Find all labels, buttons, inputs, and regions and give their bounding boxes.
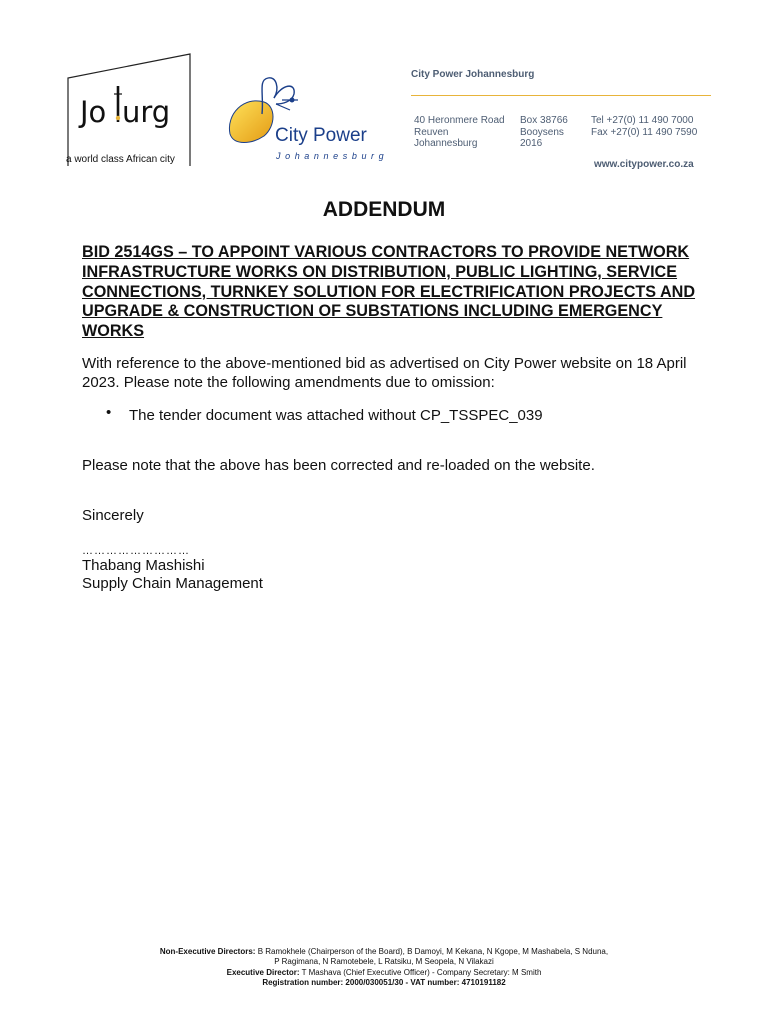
- header-divider: [411, 95, 711, 96]
- footer-ned-line2: P Ragimana, N Ramotebele, L Ratsiku, M Seopela, N Vilakazi: [274, 957, 494, 967]
- bullet-icon: •: [106, 404, 112, 421]
- footer: [0, 947, 768, 989]
- svg-text:urg: urg: [122, 95, 171, 129]
- organization-name: City Power Johannesburg: [411, 69, 535, 80]
- footer-ned-label: Non-Executive Directors:: [159, 947, 256, 956]
- footer-registration: Registration number: 2000/030051/30 - VAT number: 4710191182: [262, 978, 506, 988]
- footer-ned-line1: B Ramokhele (Chairperson of the Board), B Damoyi, M Kekana, N Kgope, M Mashabela, S Nduna,: [257, 947, 609, 956]
- joburg-logo: [66, 52, 192, 168]
- footer-exec-text: T Mashava (Chief Executive Officer) - Company Secretary: M Smith: [301, 967, 542, 977]
- signatory-department: Supply Chain Management: [82, 575, 263, 592]
- document-title: ADDENDUM: [322, 198, 446, 221]
- postal-line: Box 38766: [520, 115, 568, 126]
- address-line: 40 Heronmere Road: [414, 115, 505, 126]
- amendment-item: The tender document was attached without CP_TSSPEC_039: [129, 407, 543, 424]
- citypower-subtitle: Johannesburg: [276, 151, 389, 161]
- joburg-tagline: a world class African city: [66, 154, 175, 165]
- address-line: Reuven: [414, 126, 449, 138]
- address-line: Johannesburg: [414, 138, 478, 149]
- postal-column: [520, 115, 568, 150]
- footer-directors-line: [0, 947, 768, 957]
- citypower-wordmark: City Power: [275, 125, 367, 146]
- footer-exec-label: Executive Director:: [226, 967, 300, 977]
- address-column: [414, 115, 505, 150]
- intro-line-2: 2023. Please note the following amendments due to omission:: [82, 374, 495, 391]
- fax-line: Fax +27(0) 11 490 7590: [591, 126, 698, 138]
- correction-note: Please note that the above has been corrected and re-loaded on the website.: [82, 457, 595, 474]
- phone-line: Tel +27(0) 11 490 7000: [591, 115, 694, 126]
- postal-line: 2016: [520, 138, 543, 149]
- intro-line-1: With reference to the above-mentioned bid as advertised on City Power website on 18 April: [82, 355, 687, 372]
- closing: Sincerely: [82, 507, 144, 524]
- signature-line: ………………………: [82, 545, 190, 557]
- postal-line: Booysens: [520, 126, 564, 138]
- joburg-wordmark: Jo: [80, 95, 107, 129]
- phone-column: [591, 115, 697, 138]
- bid-heading: BID 2514GS – TO APPOINT VARIOUS CONTRACTORS TO PROVIDE NETWORK INFRASTRUCTURE WORKS ON DISTRIBUTION, PUBLIC LIGHTING, SERVICE CONNECTIONS, TURNKEY SOLUTION FOR ELECTRIFICATION PROJECTS AND UPGRADE & CONSTRUCTION OF SUBSTATIONS INCLUDING EMERGENCY WORKS: [82, 243, 696, 341]
- footer-executive-line: [0, 968, 768, 978]
- website-link[interactable]: www.citypower.co.za: [594, 159, 694, 170]
- signatory-name: Thabang Mashishi: [82, 557, 205, 574]
